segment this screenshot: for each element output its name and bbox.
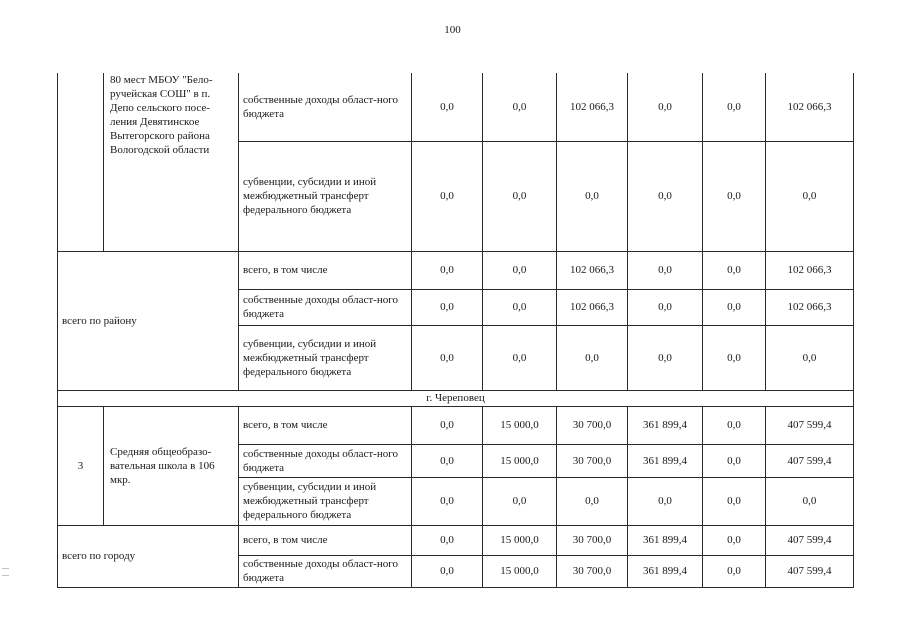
value-cell: 0,0 — [412, 406, 483, 444]
funding-source-label: субвенции, субсидии и иной межбюджетный трансферт федерального бюджета — [239, 141, 412, 251]
value-cell: 407 599,4 — [766, 555, 854, 587]
value-cell: 0,0 — [412, 325, 483, 390]
page-number: 100 — [444, 24, 461, 36]
value-cell: 0,0 — [628, 477, 703, 525]
value-cell: 0,0 — [766, 477, 854, 525]
value-cell: 30 700,0 — [557, 525, 628, 555]
value-cell: 0,0 — [483, 251, 557, 289]
value-cell: 30 700,0 — [557, 406, 628, 444]
value-cell: 0,0 — [412, 73, 483, 141]
value-cell: 102 066,3 — [557, 73, 628, 141]
value-cell: 0,0 — [703, 477, 766, 525]
value-cell: 0,0 — [703, 555, 766, 587]
value-cell: 407 599,4 — [766, 406, 854, 444]
value-cell: 361 899,4 — [628, 525, 703, 555]
value-cell: 361 899,4 — [628, 406, 703, 444]
value-cell: 0,0 — [703, 141, 766, 251]
value-cell: 0,0 — [483, 325, 557, 390]
table-row — [58, 251, 854, 289]
value-cell: 0,0 — [766, 325, 854, 390]
value-cell: 0,0 — [628, 141, 703, 251]
value-cell: 102 066,3 — [766, 289, 854, 325]
table-row — [58, 525, 854, 555]
value-cell: 0,0 — [703, 444, 766, 477]
value-cell: 0,0 — [628, 289, 703, 325]
object-name: 80 мест МБОУ "Бело-ручейская СОШ" в п. Депо сельского посе-ления Девятинское Вытегорского района Вологодской области — [104, 73, 239, 251]
funding-source-label: всего, в том числе — [239, 251, 412, 289]
funding-source-label: собственные доходы област-ного бюджета — [239, 444, 412, 477]
value-cell: 0,0 — [412, 525, 483, 555]
table-row — [58, 390, 854, 406]
value-cell: 0,0 — [412, 289, 483, 325]
row-number-cell — [58, 73, 104, 251]
value-cell: 0,0 — [766, 141, 854, 251]
object-name: Средняя общеобразо-вательная школа в 106 мкр. — [104, 406, 239, 525]
funding-source-label: собственные доходы област-ного бюджета — [239, 555, 412, 587]
value-cell: 0,0 — [483, 477, 557, 525]
value-cell: 30 700,0 — [557, 444, 628, 477]
value-cell: 0,0 — [557, 325, 628, 390]
funding-source-label: собственные доходы област-ного бюджета — [239, 73, 412, 141]
value-cell: 0,0 — [412, 251, 483, 289]
value-cell: 0,0 — [703, 289, 766, 325]
value-cell: 0,0 — [483, 141, 557, 251]
value-cell: 407 599,4 — [766, 525, 854, 555]
table-row — [58, 406, 854, 444]
value-cell: 0,0 — [412, 141, 483, 251]
value-cell: 0,0 — [628, 251, 703, 289]
funding-source-label: всего, в том числе — [239, 406, 412, 444]
value-cell: 0,0 — [557, 477, 628, 525]
value-cell: 0,0 — [703, 406, 766, 444]
row-number: 3 — [58, 406, 104, 525]
value-cell: 30 700,0 — [557, 555, 628, 587]
funding-source-label: собственные доходы област-ного бюджета — [239, 289, 412, 325]
value-cell: 15 000,0 — [483, 525, 557, 555]
value-cell: 0,0 — [703, 251, 766, 289]
value-cell: 102 066,3 — [766, 251, 854, 289]
value-cell: 15 000,0 — [483, 555, 557, 587]
value-cell: 0,0 — [483, 289, 557, 325]
value-cell: 0,0 — [628, 73, 703, 141]
value-cell: 102 066,3 — [557, 289, 628, 325]
value-cell: 0,0 — [628, 325, 703, 390]
value-cell: 0,0 — [703, 525, 766, 555]
value-cell: 102 066,3 — [557, 251, 628, 289]
value-cell: 0,0 — [703, 325, 766, 390]
value-cell: 407 599,4 — [766, 444, 854, 477]
value-cell: 0,0 — [412, 555, 483, 587]
value-cell: 0,0 — [557, 141, 628, 251]
value-cell: 102 066,3 — [766, 73, 854, 141]
district-total-label: всего по району — [58, 251, 239, 390]
value-cell: 15 000,0 — [483, 406, 557, 444]
funding-source-label: субвенции, субсидии и иной межбюджетный трансферт федерального бюджета — [239, 325, 412, 390]
city-total-label: всего по городу — [58, 525, 239, 587]
section-title: г. Череповец — [58, 390, 854, 406]
value-cell: 0,0 — [703, 73, 766, 141]
value-cell: 361 899,4 — [628, 555, 703, 587]
funding-source-label: всего, в том числе — [239, 525, 412, 555]
value-cell: 15 000,0 — [483, 444, 557, 477]
value-cell: 0,0 — [412, 444, 483, 477]
value-cell: 0,0 — [483, 73, 557, 141]
budget-table — [57, 73, 854, 588]
table-row — [58, 73, 854, 141]
value-cell: 361 899,4 — [628, 444, 703, 477]
value-cell: 0,0 — [412, 477, 483, 525]
margin-mark: — — — [2, 564, 9, 579]
funding-source-label: субвенции, субсидии и иной межбюджетный трансферт федерального бюджета — [239, 477, 412, 525]
